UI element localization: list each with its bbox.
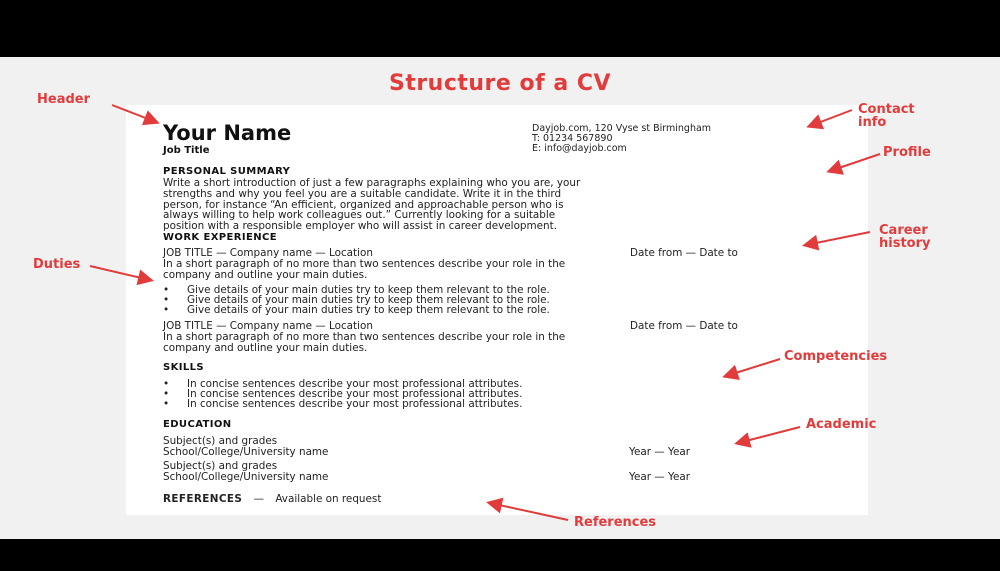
summary-line: always willing to help work colleagues out.” Currently looking for a suitable [163, 209, 556, 222]
education-school: School/College/University name [163, 446, 329, 458]
references-sep: — [253, 493, 264, 505]
arrow-references [490, 503, 568, 520]
education-school: School/College/University name [163, 471, 329, 483]
job-2-dates: Date from — Date to [630, 320, 738, 332]
arrow-header [112, 105, 156, 122]
education-years: Year — Year [629, 471, 690, 483]
skill-item: • In concise sentences describe your most professional attributes. [163, 389, 522, 399]
education-subject: Subject(s) and grades [163, 435, 278, 447]
annotation-contact: Contact info [858, 102, 915, 130]
annotation-career: Career history [879, 223, 931, 251]
contact-phone: T: 01234 567890 [532, 133, 613, 144]
summary-line: Write a short introduction of just a few paragraphs explaining who you are, your [163, 177, 581, 189]
summary-line: person, for instance “An efficient, organized and approachable person who is [163, 198, 564, 211]
summary-line: position with a responsible employer who will assist in career development. [163, 220, 557, 233]
summary-line: strengths and why you feel you are a suitable candidate. Write it in the third [163, 187, 562, 200]
arrow-profile [830, 154, 880, 171]
references-text: Available on request [275, 493, 382, 505]
duty-item: • Give details of your main duties try to keep them relevant to the role. [163, 285, 550, 295]
job-2-title: JOB TITLE — Company name — Location [163, 320, 373, 332]
job-desc-line: In a short paragraph of no more than two sentences describe your role in the [163, 258, 566, 270]
job-1-title: JOB TITLE — Company name — Location [163, 247, 373, 259]
skill-item: • In concise sentences describe your most professional attributes. [163, 379, 522, 389]
arrow-contact [810, 110, 852, 126]
annotation-academic: Academic [806, 417, 877, 432]
slide-title: Structure of a CV [388, 71, 612, 96]
education-years: Year — Year [629, 446, 690, 458]
arrow-competencies [726, 359, 780, 376]
skill-item: • In concise sentences describe your most professional attributes. [163, 399, 522, 409]
contact-email: E: info@dayjob.com [532, 143, 627, 154]
annotation-header: Header [37, 92, 91, 107]
references-heading: REFERENCES [163, 493, 243, 505]
arrow-academic [738, 427, 800, 443]
cv-job-title: Job Title [163, 145, 210, 156]
work-experience-heading: WORK EXPERIENCE [163, 232, 277, 243]
personal-summary-heading: PERSONAL SUMMARY [163, 166, 291, 177]
annotation-arrows [0, 57, 1000, 539]
arrow-duties [90, 266, 150, 280]
skills-heading: SKILLS [163, 362, 205, 373]
education-heading: EDUCATION [163, 419, 232, 430]
contact-address: Dayjob.com, 120 Vyse st Birmingham [532, 123, 712, 134]
slide [0, 57, 1000, 539]
job-1-dates: Date from — Date to [630, 247, 738, 259]
cv-name: Your Name [163, 121, 292, 145]
annotation-duties: Duties [33, 257, 81, 272]
duty-item: • Give details of your main duties try to keep them relevant to the role. [163, 295, 550, 305]
annotation-profile: Profile [883, 145, 931, 160]
education-subject: Subject(s) and grades [163, 460, 278, 472]
annotation-competencies: Competencies [784, 349, 888, 364]
duty-item: • Give details of your main duties try to keep them relevant to the role. [163, 305, 550, 315]
job-desc-line: company and outline your main duties. [163, 268, 368, 281]
annotation-references: References [574, 515, 657, 530]
job-desc-line: In a short paragraph of no more than two sentences describe your role in the [163, 331, 566, 343]
job-desc-line: company and outline your main duties. [163, 341, 368, 354]
arrow-career [806, 232, 870, 245]
